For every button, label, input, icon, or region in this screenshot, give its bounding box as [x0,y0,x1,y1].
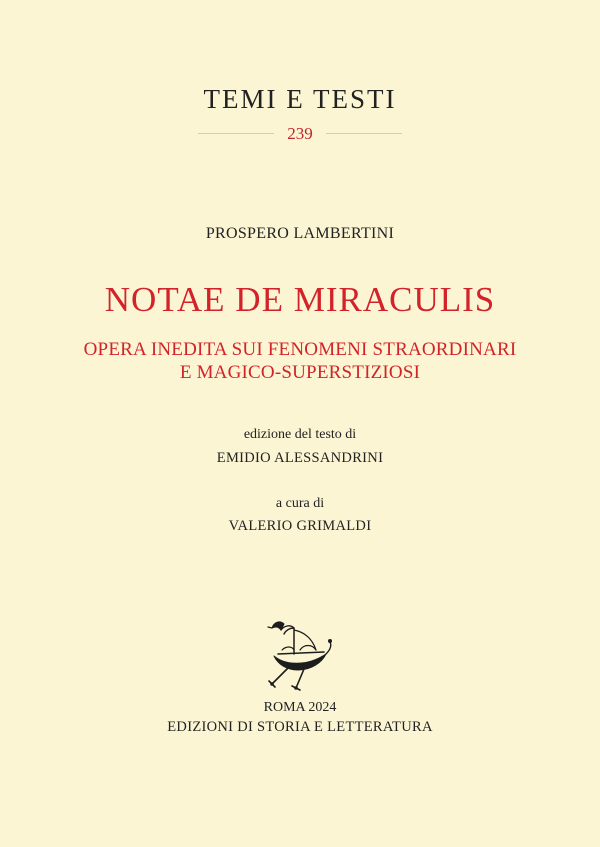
series-name: TEMI E TESTI [203,84,397,114]
series-number: 239 [287,124,313,143]
book-title: NOTAE DE MIRACULIS [104,280,496,319]
publisher-logo-icon [264,610,336,692]
edition-label: edizione del testo di [243,427,357,442]
subtitle-line-2: E MAGICO-SUPERSTIZIOSI [179,362,421,383]
curated-by-label: a cura di [275,496,325,511]
subtitle-line-1: OPERA INEDITA SUI FENOMENI STRAORDINARI [83,339,517,360]
curator-name: VALERIO GRIMALDI [228,518,372,534]
editor-name: EMIDIO ALESSANDRINI [216,450,384,466]
place-and-year: ROMA 2024 [263,700,337,715]
publisher-name: EDIZIONI DI STORIA E LETTERATURA [167,719,433,735]
author-name: PROSPERO LAMBERTINI [205,225,395,242]
